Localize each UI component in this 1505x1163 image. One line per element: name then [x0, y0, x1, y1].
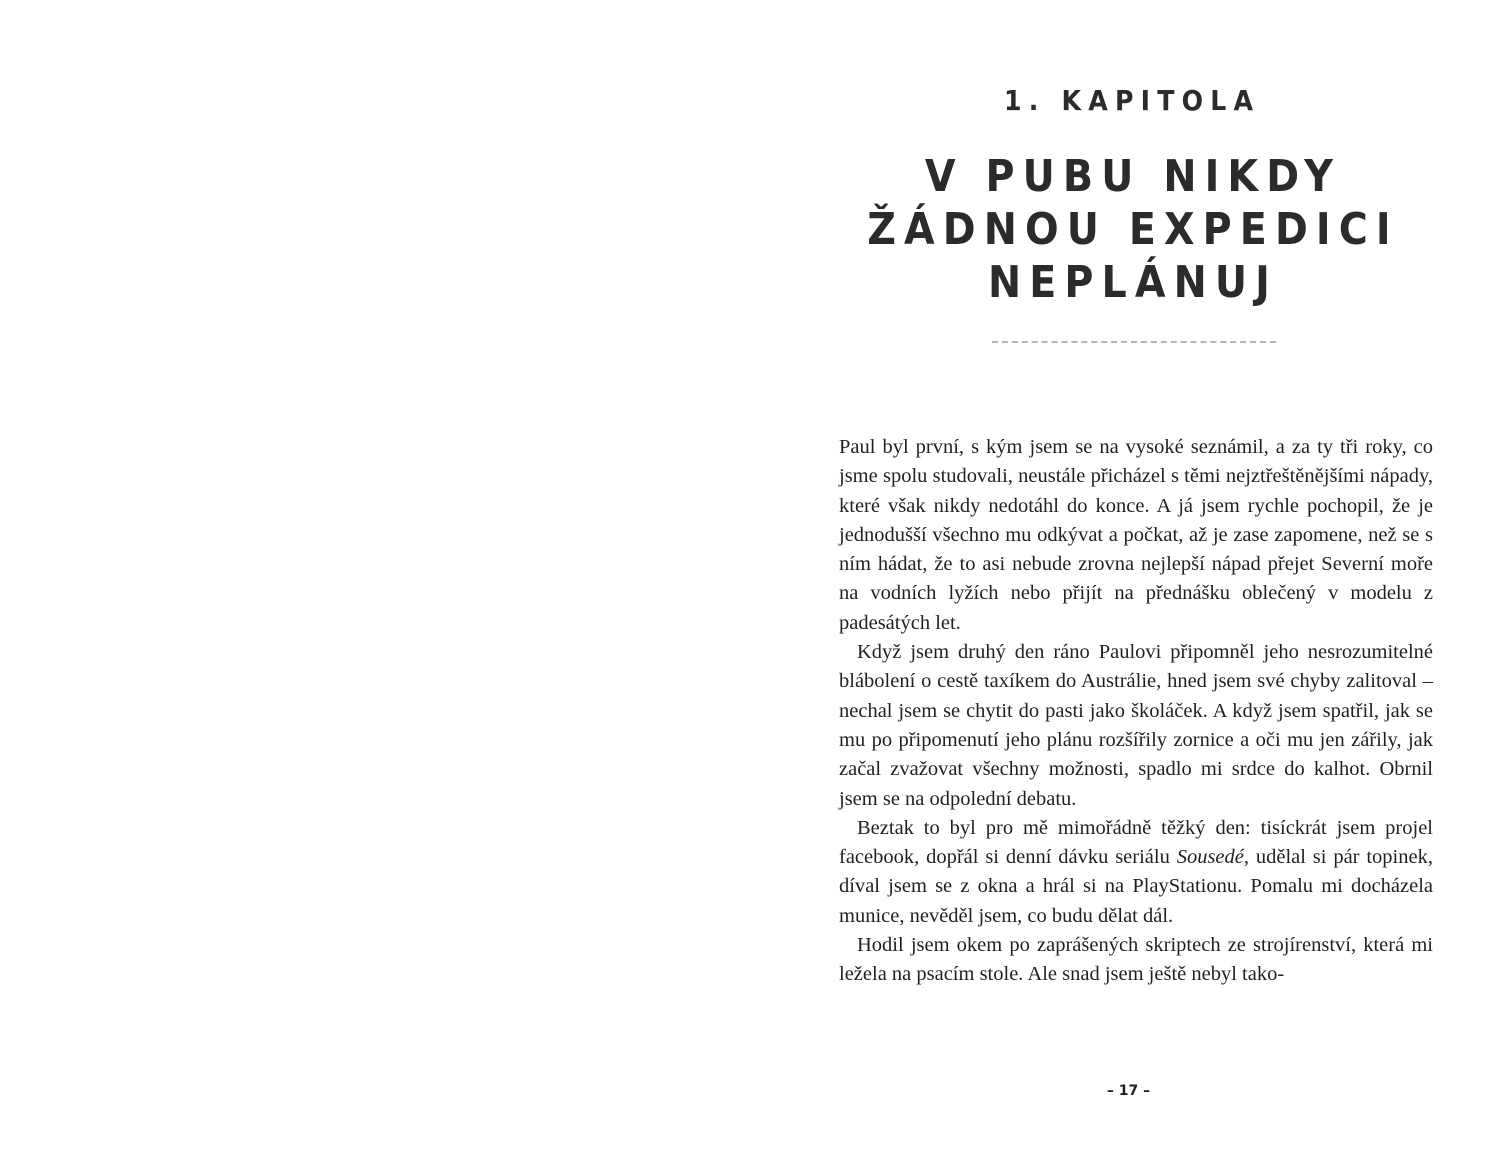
- chapter-title-line: V PUBU NIKDY: [924, 151, 1342, 202]
- chapter-title-line: NEPLÁNUJ: [988, 257, 1278, 308]
- dashed-divider: [992, 341, 1276, 343]
- right-page: [752, 0, 1505, 1163]
- italic-series-title: Sousedé: [1176, 846, 1244, 869]
- chapter-label: 1. KAPITOLA: [1004, 84, 1261, 117]
- paragraph-text: , udělal si pár topinek, díval jsem se z okna a hrál si na PlayStationu. Pomalu mi docházela munice, nevěděl jsem, co budu dělat dál.: [839, 846, 1433, 927]
- body-text: [839, 433, 1433, 990]
- paragraph-text: Beztak to byl pro mě mimořádně těžký den: tisíckrát jsem projel facebook, dopřál si denní dávku seriálu: [839, 816, 1433, 869]
- paragraph: Hodil jsem okem po zaprášených skriptech ze strojírenství, která mi ležela na psacím stole. Ale snad jsem ještě nebyl tako-: [839, 934, 1433, 986]
- chapter-title-line: ŽÁDNOU EXPEDICI: [867, 204, 1399, 255]
- paragraph: Když jsem druhý den ráno Paulovi připomněl jeho nesrozumitelné blábolení o cestě taxíkem do Austrálie, hned jsem své chyby zalitoval – nechal jsem se chytit do pasti jako školáček. A když jsem spatřil, jak se mu po připomenutí jeho plánu rozšířily zornice a oči mu jen zářily, jak začal zvažovat všechny možnosti, spadlo mi srdce do kalhot. Obrnil jsem se na odpolední debatu.: [839, 641, 1433, 810]
- left-page-blank: [0, 0, 752, 1163]
- page-number: – 17 –: [1106, 1083, 1151, 1099]
- paragraph: [839, 814, 1433, 931]
- chapter-title: [752, 150, 1505, 309]
- paragraph: Paul byl první, s kým jsem se na vysoké seznámil, a za ty tři roky, co jsme spolu studovali, neustále přicházel s těmi nejztřeštěnějšími nápady, které však nikdy nedotáhl do konce. A já jsem rychle pochopil, že je jednodušší všechno mu odkývat a počkat, až je zase zapomene, než se s ním hádat, že to asi nebude zrovna nejlepší nápad přejet Severní moře na vodních lyžích nebo přijít na přednášku oblečený v modelu z padesátých let.: [839, 436, 1433, 634]
